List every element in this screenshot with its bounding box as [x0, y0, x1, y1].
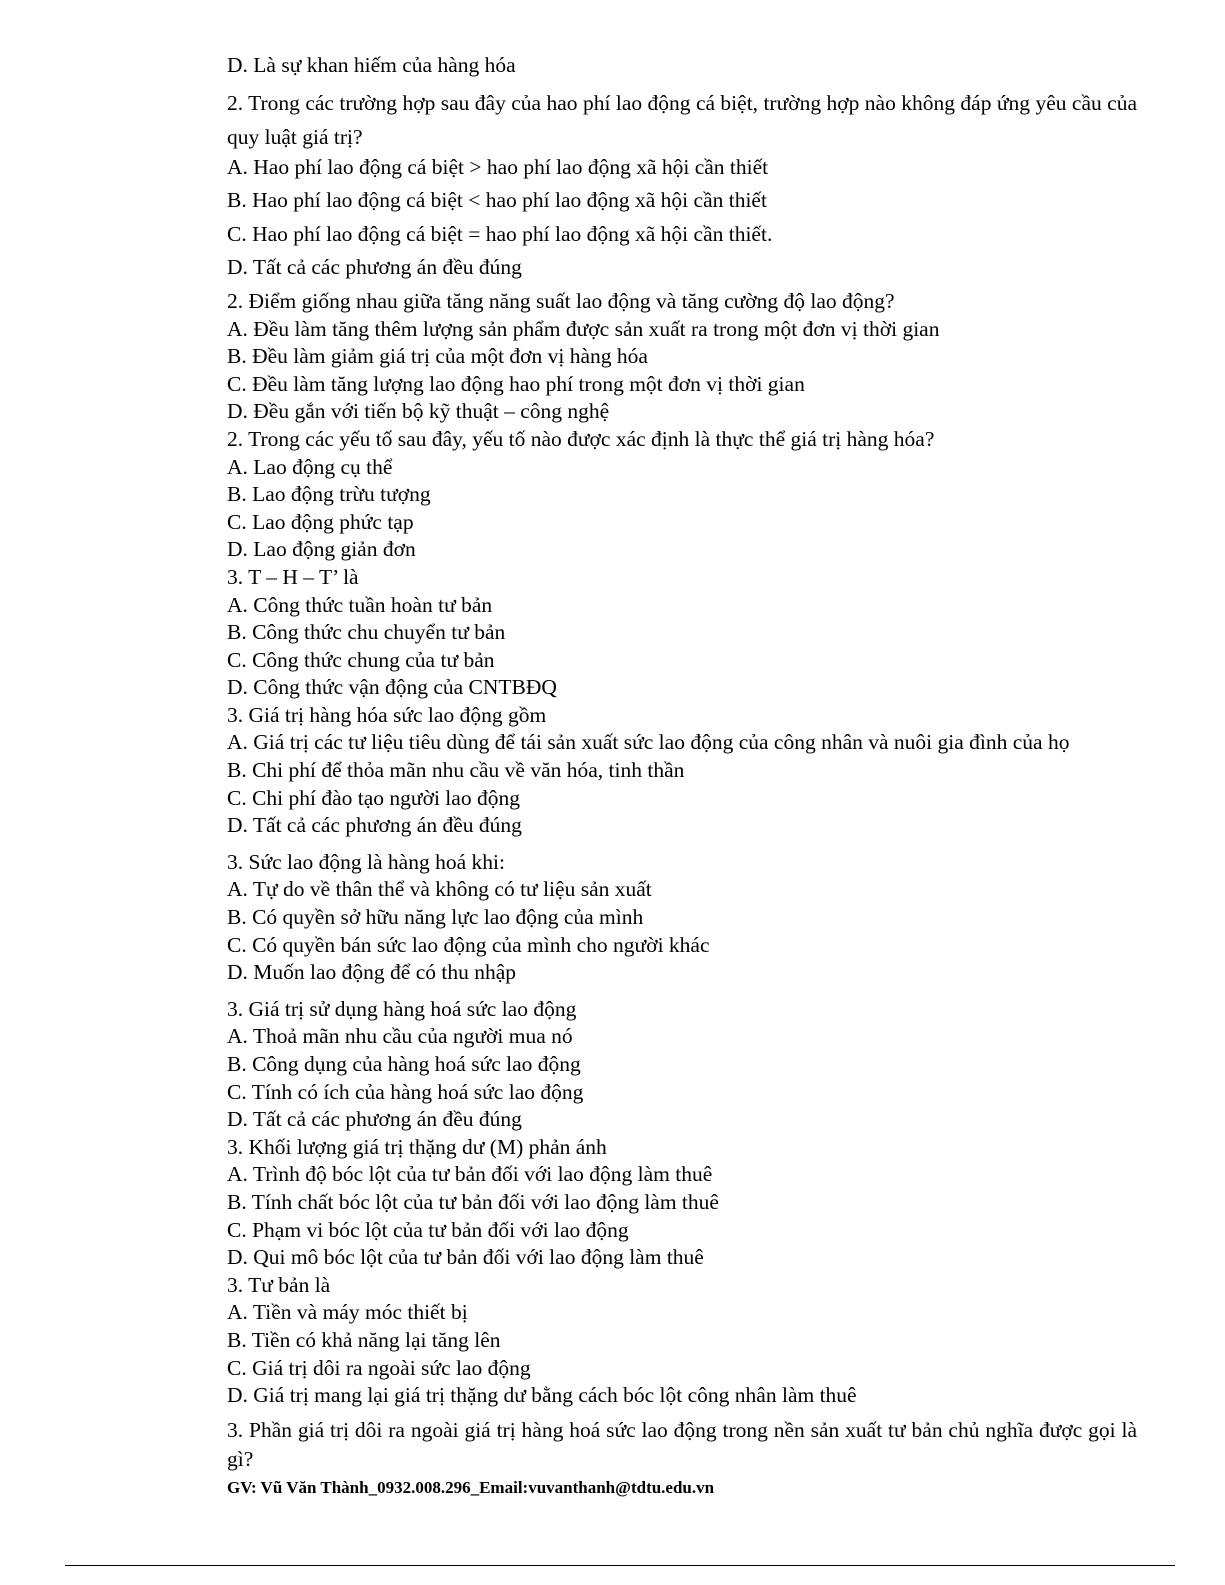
option-line: B. Có quyền sở hữu năng lực lao động của mình — [227, 905, 644, 930]
question-line: 3. Giá trị hàng hóa sức lao động gồm — [227, 702, 547, 727]
question-line: 3. Phần giá trị dôi ra ngoài giá trị hàng hoá sức lao động trong nền sản xuất tư bản chủ nghĩa được gọi là gì? — [227, 1417, 1137, 1471]
document-body — [227, 52, 1137, 1474]
option-line: B. Tính chất bóc lột của tư bản đối với lao động làm thuê — [227, 1189, 719, 1214]
bottom-divider — [65, 1565, 1175, 1566]
option-line: B. Đều làm giảm giá trị của một đơn vị hàng hóa — [227, 344, 648, 369]
option-line: B. Chi phí để thỏa mãn nhu cầu về văn hóa, tinh thần — [227, 758, 685, 783]
question-line: 3. Khối lượng giá trị thặng dư (M) phản ánh — [227, 1134, 607, 1159]
option-line: C. Tính có ích của hàng hoá sức lao động — [227, 1079, 584, 1104]
question-line: 3. Tư bản là — [227, 1272, 331, 1297]
question-line: 3. Sức lao động là hàng hoá khi: — [227, 849, 505, 874]
option-line: C. Công thức chung của tư bản — [227, 647, 495, 672]
question-line: 3. T – H – T’ là — [227, 564, 359, 589]
option-line: C. Có quyền bán sức lao động của mình cho người khác — [227, 932, 710, 957]
option-line: D. Đều gắn với tiến bộ kỹ thuật – công nghệ — [227, 399, 610, 424]
option-line: C. Giá trị dôi ra ngoài sức lao động — [227, 1355, 531, 1380]
option-line: D. Tất cả các phương án đều đúng — [227, 1107, 522, 1132]
option-line: A. Công thức tuần hoàn tư bản — [227, 592, 493, 617]
option-line: A. Giá trị các tư liệu tiêu dùng để tái sản xuất sức lao động của công nhân và nuôi gia đình của họ — [227, 730, 1070, 755]
option-line: C. Chi phí đào tạo người lao động — [227, 785, 520, 810]
option-line: A. Tiền và máy móc thiết bị — [227, 1300, 468, 1325]
question-line: 2. Trong các trường hợp sau đây của hao phí lao động cá biệt, trường hợp nào không đáp ứng yêu cầu của quy luật giá trị? — [227, 90, 1137, 149]
option-line: A. Lao động cụ thể — [227, 454, 393, 479]
option-line: A. Đều làm tăng thêm lượng sản phẩm được sản xuất ra trong một đơn vị thời gian — [227, 316, 940, 341]
option-line: A. Thoả mãn nhu cầu của người mua nó — [227, 1024, 573, 1049]
option-line: A. Hao phí lao động cá biệt > hao phí lao động xã hội cần thiết — [227, 154, 769, 179]
option-line: C. Đều làm tăng lượng lao động hao phí trong một đơn vị thời gian — [227, 371, 805, 396]
option-line: A. Tự do về thân thể và không có tư liệu sản xuất — [227, 877, 652, 902]
footer-credit: GV: Vũ Văn Thành_0932.008.296_Email:vuvanthanh@tdtu.edu.vn — [227, 1478, 715, 1497]
option-line: A. Trình độ bóc lột của tư bản đối với lao động làm thuê — [227, 1162, 713, 1187]
option-line: C. Lao động phức tạp — [227, 509, 414, 534]
question-line: 2. Trong các yếu tố sau đây, yếu tố nào được xác định là thực thể giá trị hàng hóa? — [227, 426, 935, 451]
option-line: C. Hao phí lao động cá biệt = hao phí lao động xã hội cần thiết. — [227, 221, 773, 246]
question-line: 2. Điểm giống nhau giữa tăng năng suất lao động và tăng cường độ lao động? — [227, 288, 895, 313]
option-line: B. Công thức chu chuyển tư bản — [227, 620, 506, 645]
option-line: B. Tiền có khả năng lại tăng lên — [227, 1327, 501, 1352]
option-line: D. Tất cả các phương án đều đúng — [227, 813, 522, 838]
option-line: D. Qui mô bóc lột của tư bản đối với lao động làm thuê — [227, 1245, 704, 1270]
option-line: B. Lao động trừu tượng — [227, 482, 431, 507]
option-line: D. Tất cả các phương án đều đúng — [227, 255, 522, 280]
option-line: D. Muốn lao động để có thu nhập — [227, 960, 517, 985]
option-line: D. Lao động giản đơn — [227, 537, 416, 562]
question-line: 3. Giá trị sử dụng hàng hoá sức lao động — [227, 996, 577, 1021]
option-line: D. Công thức vận động của CNTBĐQ — [227, 675, 557, 700]
option-line: D. Giá trị mang lại giá trị thặng dư bằng cách bóc lột công nhân làm thuê — [227, 1383, 857, 1408]
option-line: C. Phạm vi bóc lột của tư bản đối với lao động — [227, 1217, 629, 1242]
option-line: B. Công dụng của hàng hoá sức lao động — [227, 1052, 581, 1076]
option-line: B. Hao phí lao động cá biệt < hao phí lao động xã hội cần thiết — [227, 188, 767, 213]
option-line: D. Là sự khan hiếm của hàng hóa — [227, 53, 516, 77]
